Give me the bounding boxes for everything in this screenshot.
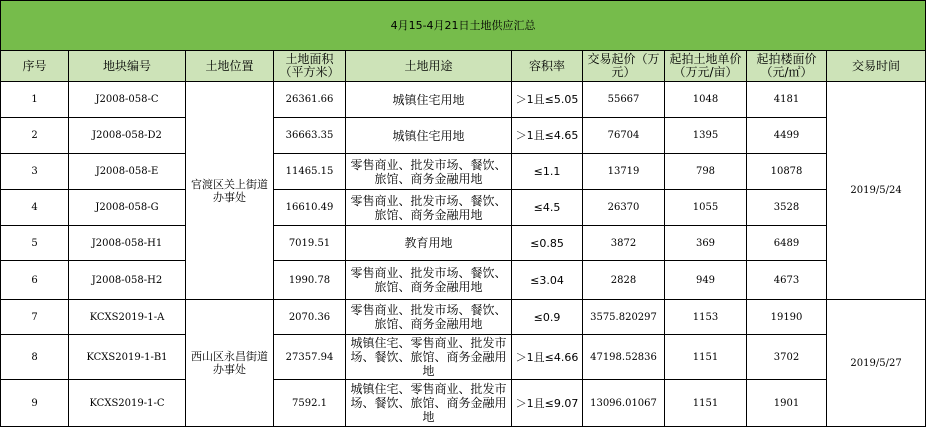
unit-price: 949 (665, 261, 747, 300)
header-cell: 土地面积（平方米） (274, 51, 346, 82)
plot-ratio: ≤0.9 (512, 300, 583, 335)
land-use: 教育用地 (346, 226, 512, 261)
floor-price: 3702 (747, 335, 827, 380)
floor-price: 10878 (747, 154, 827, 190)
starting-price: 2828 (583, 261, 665, 300)
land-area: 2070.36 (274, 300, 346, 335)
header-cell: 地块编号 (69, 51, 186, 82)
header-cell: 起拍楼面价（元/㎡） (747, 51, 827, 82)
trade-date: 2019/5/24 (827, 82, 926, 300)
plot-ratio: ＞1且≤4.66 (512, 335, 583, 380)
plot-ratio: ≤4.5 (512, 190, 583, 226)
header-cell: 起拍土地单价（万元/亩） (665, 51, 747, 82)
parcel-code: KCXS2019-1-A (69, 300, 186, 335)
row-number: 3 (1, 154, 69, 190)
land-area: 1990.78 (274, 261, 346, 300)
land-area: 16610.49 (274, 190, 346, 226)
starting-price: 26370 (583, 190, 665, 226)
land-use: 城镇住宅、零售商业、批发市场、餐饮、旅馆、商务金融用地 (346, 380, 512, 427)
table-row (1, 82, 926, 118)
land-area: 7019.51 (274, 226, 346, 261)
land-use: 零售商业、批发市场、餐饮、旅馆、商务金融用地 (346, 154, 512, 190)
land-use: 零售商业、批发市场、餐饮、旅馆、商务金融用地 (346, 300, 512, 335)
table-row (1, 335, 926, 380)
parcel-code: KCXS2019-1-B1 (69, 335, 186, 380)
unit-price: 1395 (665, 118, 747, 154)
land-use: 零售商业、批发市场、餐饮、旅馆、商务金融用地 (346, 261, 512, 300)
floor-price: 19190 (747, 300, 827, 335)
unit-price: 798 (665, 154, 747, 190)
unit-price: 1048 (665, 82, 747, 118)
land-area: 36663.35 (274, 118, 346, 154)
unit-price: 1151 (665, 380, 747, 427)
land-area: 26361.66 (274, 82, 346, 118)
parcel-code: J2008-058-C (69, 82, 186, 118)
header-cell: 交易起价（万元） (583, 51, 665, 82)
starting-price: 13096.01067 (583, 380, 665, 427)
table-row (1, 190, 926, 226)
land-location: 官渡区关上街道办事处 (186, 82, 274, 300)
starting-price: 55667 (583, 82, 665, 118)
unit-price: 1151 (665, 335, 747, 380)
plot-ratio: ≤3.04 (512, 261, 583, 300)
starting-price: 13719 (583, 154, 665, 190)
row-number: 9 (1, 380, 69, 427)
starting-price: 3575.820297 (583, 300, 665, 335)
starting-price: 76704 (583, 118, 665, 154)
plot-ratio: ≤1.1 (512, 154, 583, 190)
unit-price: 369 (665, 226, 747, 261)
land-area: 7592.1 (274, 380, 346, 427)
starting-price: 3872 (583, 226, 665, 261)
land-use: 城镇住宅用地 (346, 82, 512, 118)
land-use: 城镇住宅用地 (346, 118, 512, 154)
row-number: 4 (1, 190, 69, 226)
table-row (1, 300, 926, 335)
parcel-code: J2008-058-H2 (69, 261, 186, 300)
table-row (1, 226, 926, 261)
header-cell: 土地用途 (346, 51, 512, 82)
plot-ratio: ≤0.85 (512, 226, 583, 261)
row-number: 2 (1, 118, 69, 154)
starting-price: 47198.52836 (583, 335, 665, 380)
plot-ratio: ＞1且≤9.07 (512, 380, 583, 427)
header-cell: 土地位置 (186, 51, 274, 82)
unit-price: 1153 (665, 300, 747, 335)
floor-price: 3528 (747, 190, 827, 226)
land-location: 西山区永昌街道办事处 (186, 300, 274, 427)
trade-date: 2019/5/27 (827, 300, 926, 427)
header-cell: 序号 (1, 51, 69, 82)
header-cell: 交易时间 (827, 51, 926, 82)
row-number: 7 (1, 300, 69, 335)
table-row (1, 118, 926, 154)
floor-price: 4181 (747, 82, 827, 118)
parcel-code: J2008-058-E (69, 154, 186, 190)
floor-price: 6489 (747, 226, 827, 261)
floor-price: 1901 (747, 380, 827, 427)
row-number: 1 (1, 82, 69, 118)
row-number: 8 (1, 335, 69, 380)
land-use: 零售商业、批发市场、餐饮、旅馆、商务金融用地 (346, 190, 512, 226)
row-number: 6 (1, 261, 69, 300)
floor-price: 4673 (747, 261, 827, 300)
plot-ratio: ＞1且≤5.05 (512, 82, 583, 118)
header-row (1, 51, 926, 82)
floor-price: 4499 (747, 118, 827, 154)
plot-ratio: ＞1且≤4.65 (512, 118, 583, 154)
table-row (1, 380, 926, 427)
parcel-code: KCXS2019-1-C (69, 380, 186, 427)
land-area: 11465.15 (274, 154, 346, 190)
unit-price: 1055 (665, 190, 747, 226)
row-number: 5 (1, 226, 69, 261)
parcel-code: J2008-058-G (69, 190, 186, 226)
table-row (1, 154, 926, 190)
header-cell: 容积率 (512, 51, 583, 82)
land-area: 27357.94 (274, 335, 346, 380)
land-use: 城镇住宅、零售商业、批发市场、餐饮、旅馆、商务金融用地 (346, 335, 512, 380)
table-title: 4月15-4月21日土地供应汇总 (1, 1, 926, 51)
table-row (1, 261, 926, 300)
parcel-code: J2008-058-H1 (69, 226, 186, 261)
parcel-code: J2008-058-D2 (69, 118, 186, 154)
